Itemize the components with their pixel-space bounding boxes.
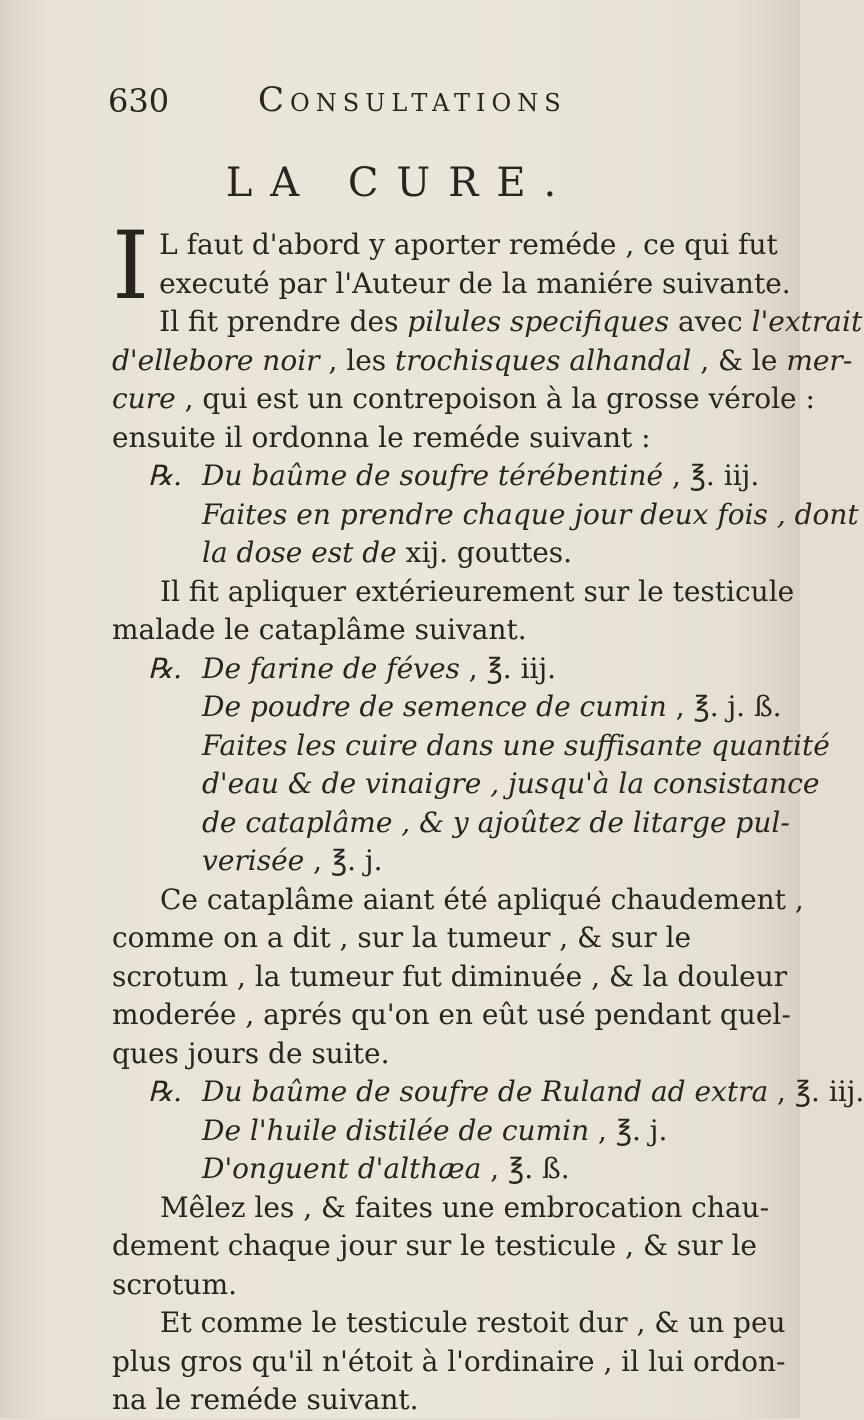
- text-line: ensuite il ordonna le reméde suivant :: [112, 420, 651, 454]
- recipe-symbol: ℞.: [148, 1075, 183, 1108]
- text-run: , qui est un contrepoison à la grosse vérole :: [175, 382, 815, 415]
- text-run: , & le: [691, 343, 787, 377]
- recipe-line: [112, 457, 762, 496]
- recipe-line: [112, 688, 782, 727]
- italic-run: mer-: [786, 343, 853, 377]
- dosage: , ℥. iij.: [768, 1075, 864, 1108]
- text-line: L faut d'abord y aporter reméde , ce qui fut: [159, 228, 778, 261]
- text-line: [112, 380, 815, 419]
- recipe-line: d'eau & de vinaigre , jusqu'à la consistance: [202, 767, 820, 800]
- text-line: scrotum.: [112, 1267, 238, 1301]
- page-header: [108, 80, 708, 130]
- italic-run: cure: [112, 382, 176, 415]
- text-line: ques jours de suite.: [112, 1036, 390, 1070]
- dosage: , ℥. ß.: [481, 1152, 570, 1185]
- text-line: Et comme le testicule restoit dur , & un peu: [160, 1306, 786, 1339]
- recipe-line: [112, 1112, 762, 1151]
- recipe-symbol: ℞.: [148, 651, 183, 685]
- dosage: xij. gouttes.: [396, 536, 573, 569]
- text-line: [112, 342, 853, 381]
- dosage: , ℥. j.: [589, 1113, 668, 1147]
- recipe-line: Faites les cuire dans une suffisante quantité: [202, 728, 830, 762]
- italic-run: verisée: [202, 844, 305, 877]
- recipe-line: [112, 534, 762, 573]
- text-line: dement chaque jour sur le testicule , & sur le: [112, 1229, 757, 1262]
- recipe-symbol: ℞.: [148, 459, 183, 492]
- text-line: executé par l'Auteur de la maniére suivante.: [159, 266, 791, 300]
- text-line: Ce cataplâme aiant été apliqué chaudement ,: [160, 882, 804, 916]
- text-line: na le reméde suivant.: [112, 1383, 419, 1416]
- text-line: [112, 303, 863, 342]
- dosage: , ℥. j.: [304, 844, 383, 877]
- running-head: Consultations: [258, 80, 567, 120]
- italic-run: De l'huile distilée de cumin: [202, 1113, 590, 1147]
- page-number: 630: [108, 82, 170, 120]
- dosage: , ℥. iij.: [663, 459, 760, 492]
- dosage: , ℥. j. ß.: [666, 690, 782, 723]
- text-line: moderée , aprés qu'on en eût usé pendant quel-: [112, 998, 791, 1031]
- body-text: [112, 212, 864, 1420]
- text-line: plus gros qu'il n'étoit à l'ordinaire , il lui ordon-: [112, 1344, 786, 1378]
- italic-run: d'ellebore noir: [112, 343, 320, 377]
- text-line: scrotum , la tumeur fut diminuée , & la douleur: [112, 959, 788, 993]
- recipe-line: [112, 1150, 762, 1189]
- italic-run: trochisques alhandal: [395, 343, 692, 377]
- recipe-line: [112, 650, 762, 689]
- italic-run: la dose est de: [202, 536, 397, 569]
- italic-run: D'onguent d'althæa: [202, 1152, 482, 1185]
- italic-run: Du baûme de soufre térébentiné: [202, 459, 664, 492]
- recipe-line: de cataplâme , & y ajoûtez de litarge pul-: [202, 805, 790, 839]
- italic-run: pilules specifiques: [407, 305, 670, 338]
- section-title: LA CURE.: [225, 160, 575, 206]
- italic-run: Du baûme de soufre de Ruland ad extra: [202, 1075, 769, 1108]
- italic-run: De farine de féves: [202, 651, 460, 685]
- drop-cap: I: [112, 212, 150, 321]
- dosage: , ℥. iij.: [459, 651, 557, 685]
- recipe-line: [112, 842, 762, 881]
- text-line: Mêlez les , & faites une embrocation chau-: [160, 1190, 770, 1224]
- text-run: Il fit prendre des: [159, 305, 408, 338]
- italic-run: De poudre de semence de cumin: [202, 690, 667, 723]
- recipe-line: [112, 1073, 864, 1112]
- italic-run: l'extrait: [751, 305, 863, 338]
- recipe-line: Faites en prendre chaque jour deux fois , dont: [202, 497, 859, 531]
- text-line: Il fit apliquer extérieurement sur le testicule: [160, 574, 795, 608]
- text-run: avec: [669, 305, 752, 338]
- text-line: malade le cataplâme suivant.: [112, 613, 527, 646]
- text-run: , les: [319, 343, 396, 377]
- text-line: comme on a dit , sur la tumeur , & sur le: [112, 921, 692, 954]
